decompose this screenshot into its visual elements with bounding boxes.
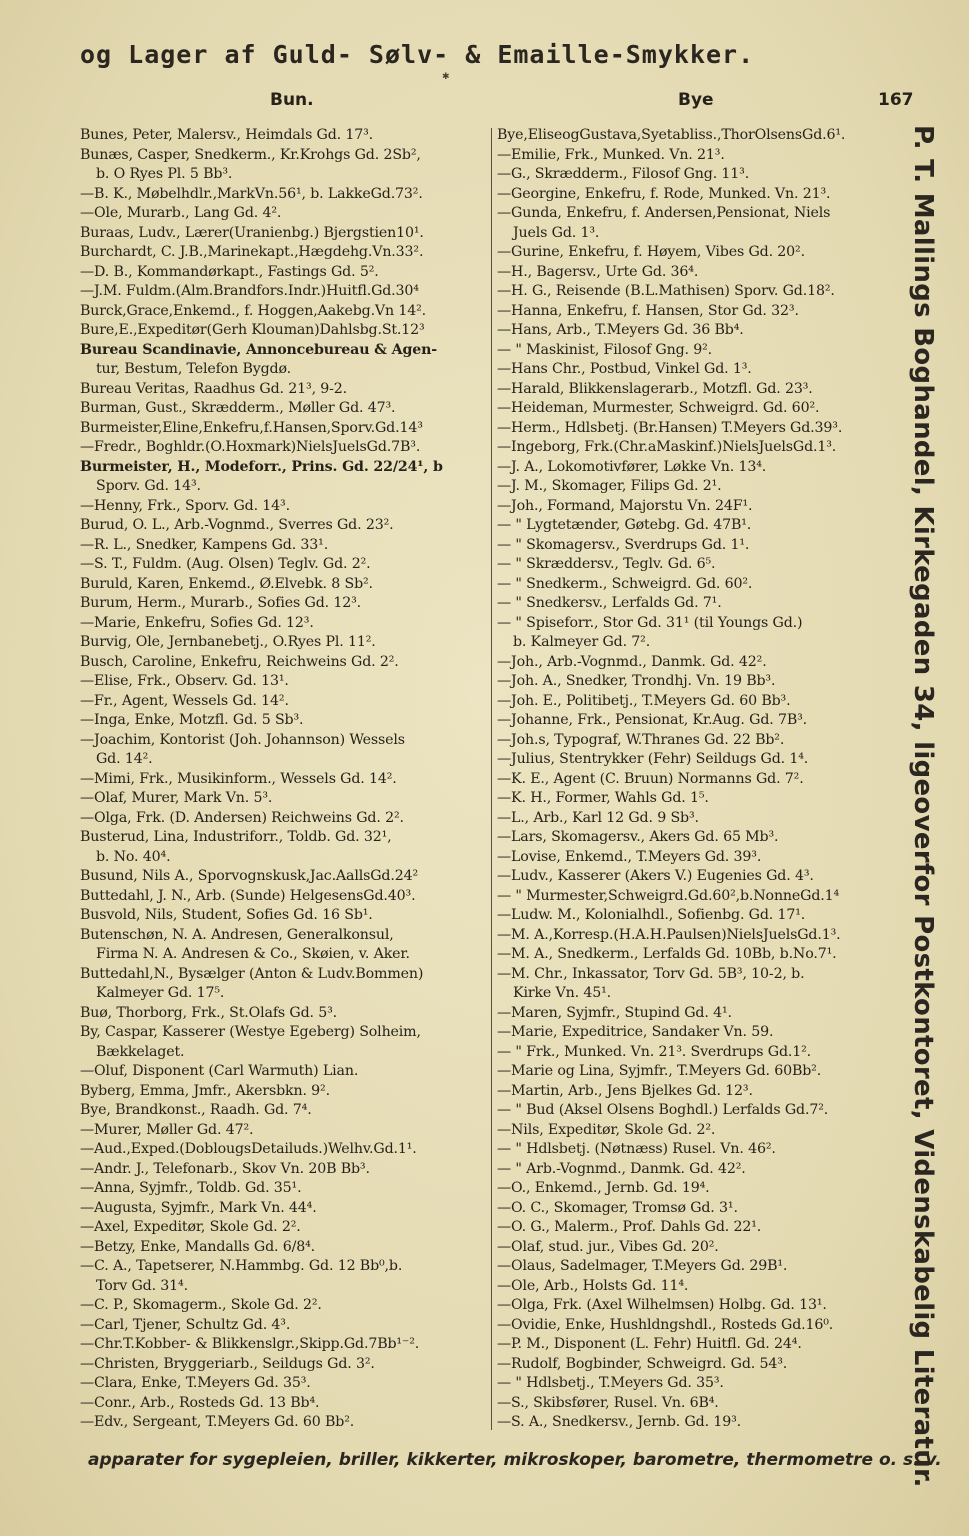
directory-entry: Bure,E.,Expeditør(Gerh Klouman)Dahlsbg.St.12³ (80, 322, 425, 338)
directory-entry: Byberg, Emma, Jmfr., Akersbkn. 9². (80, 1082, 330, 1099)
directory-entry: —Oluf, Disponent (Carl Warmuth) Lian. (80, 1063, 359, 1079)
directory-entry: b. O Ryes Pl. 5 Bb³. (96, 166, 233, 182)
directory-entry: —Fredr., Boghldr.(O.Hoxmark)NielsJuelsGd.7B³. (80, 439, 421, 455)
side-advertisement: P. T. Mallings Boghandel, Kirkegaden 34, ligeoverfor Postkontoret, Videnskabelig Literatur. (908, 125, 938, 1488)
directory-entry: —Joh., Arb.-Vognmd., Danmk. Gd. 42². (497, 653, 767, 670)
directory-entry: —Ludv., Kasserer (Akers V.) Eugenies Gd. 4³. (497, 868, 814, 884)
directory-entry: Gd. 14². (96, 751, 153, 767)
directory-entry: —Emilie, Frk., Munked. Vn. 21³. (497, 146, 725, 163)
directory-entry: —L., Arb., Karl 12 Gd. 9 Sb³. (497, 809, 699, 826)
directory-entry: Bureau Scandinavie, Annoncebureau & Agen- (80, 341, 438, 358)
directory-entry: —Anna, Syjmfr., Toldb. Gd. 35¹. (80, 1180, 302, 1196)
directory-entry: —O. C., Skomager, Tromsø Gd. 3¹. (497, 1199, 738, 1216)
directory-entry: Buttedahl,N., Bysælger (Anton & Ludv.Bommen) (80, 965, 424, 982)
directory-entry: —P. M., Disponent (L. Fehr) Huitfl. Gd. 24⁴. (497, 1336, 802, 1352)
directory-entry: —Olga, Frk. (Axel Wilhelmsen) Holbg. Gd. 13¹. (497, 1297, 827, 1313)
directory-entry: By, Caspar, Kasserer (Westye Egeberg) Solheim, (80, 1024, 421, 1040)
directory-entry: — " Snedkerm., Schweigrd. Gd. 60². (497, 575, 753, 592)
directory-entry: b. Kalmeyer Gd. 7². (513, 634, 651, 650)
directory-entry: —K. H., Former, Wahls Gd. 1⁵. (497, 790, 709, 806)
column-divider (491, 128, 492, 1430)
directory-entry: —Hans Chr., Postbud, Vinkel Gd. 1³. (497, 361, 752, 377)
directory-entry: Sporv. Gd. 14³. (96, 478, 201, 494)
right-column (497, 126, 917, 1433)
directory-entry: — " Bud (Aksel Olsens Boghdl.) Lerfalds Gd.7². (497, 1102, 829, 1118)
directory-entry: —Carl, Tjener, Schultz Gd. 4³. (80, 1316, 291, 1333)
directory-entry: Bye, Brandkonst., Raadh. Gd. 7⁴. (80, 1102, 312, 1118)
directory-entry: —Olaus, Sadelmager, T.Meyers Gd. 29B¹. (497, 1258, 788, 1274)
directory-entry: —Maren, Syjmfr., Stupind Gd. 4¹. (497, 1004, 732, 1021)
directory-entry: Burck,Grace,Enkemd., f. Hoggen,Aakebg.Vn 14². (80, 302, 427, 319)
directory-entry: —Gurine, Enkefru, f. Høyem, Vibes Gd. 20². (497, 244, 805, 260)
page-number: 167 (878, 90, 914, 110)
directory-entry: Bye,EliseogGustava,Syetabliss.,ThorOlsensGd.6¹. (497, 127, 846, 143)
directory-entry: Burud, O. L., Arb.-Vognmd., Sverres Gd. 23². (80, 517, 394, 533)
top-advertisement-banner: og Lager af Guld- Sølv- & Emaille-Smykker. (80, 40, 755, 69)
directory-entry: —H., Bagersv., Urte Gd. 36⁴. (497, 263, 699, 280)
directory-entry: —D. B., Kommandørkapt., Fastings Gd. 5². (80, 263, 379, 280)
directory-entry: —Augusta, Syjmfr., Mark Vn. 44⁴. (80, 1199, 317, 1216)
directory-entry: Bækkelaget. (96, 1043, 185, 1060)
directory-entry: Bunæs, Casper, Snedkerm., Kr.Krohgs Gd. 2Sb², (80, 146, 421, 163)
directory-entry: — " Lygtetænder, Gøtebg. Gd. 47B¹. (497, 517, 752, 533)
directory-entry: Butenschøn, N. A. Andresen, Generalkonsul, (80, 926, 394, 943)
directory-entry: — " Skræddersv., Teglv. Gd. 6⁵. (497, 556, 716, 572)
directory-entry: —K. E., Agent (C. Bruun) Normanns Gd. 7². (497, 770, 804, 787)
directory-entry: —Ovidie, Enke, Hushldngshdl., Rosteds Gd.16⁰. (497, 1316, 834, 1333)
directory-entry: —Joh. E., Politibetj., T.Meyers Gd. 60 Bb³. (497, 692, 791, 709)
directory-entry: —Olga, Frk. (D. Andersen) Reichweins Gd. 2². (80, 809, 404, 826)
directory-entry: —C. A., Tapetserer, N.Hammbg. Gd. 12 Bb⁰,b. (80, 1258, 403, 1274)
directory-entry: —Andr. J., Telefonarb., Skov Vn. 20B Bb³. (80, 1160, 370, 1177)
directory-entry: Buttedahl, J. N., Arb. (Sunde) HelgesensGd.40³. (80, 887, 416, 904)
directory-entry: Firma N. A. Andresen & Co., Skøien, v. Aker. (96, 946, 410, 962)
directory-entry: — " Murmester,Schweigrd.Gd.60²,b.NonneGd.1⁴ (497, 887, 840, 904)
directory-entry: —J. M., Skomager, Filips Gd. 2¹. (497, 478, 722, 494)
directory-entry: —M. Chr., Inkassator, Torv Gd. 5B³, 10-2, b. (497, 965, 805, 982)
directory-entry: Busund, Nils A., Sporvognskusk,Jac.AallsGd.24² (80, 868, 419, 884)
directory-entry: —Conr., Arb., Rosteds Gd. 13 Bb⁴. (80, 1394, 320, 1411)
directory-entry: —Ludw. M., Kolonialhdl., Sofienbg. Gd. 17¹. (497, 907, 806, 923)
directory-entry: —Joh., Formand, Majorstu Vn. 24F¹. (497, 497, 753, 514)
directory-entry: —Marie, Expeditrice, Sandaker Vn. 59. (497, 1024, 774, 1040)
directory-entry: —Georgine, Enkefru, f. Rode, Munked. Vn. 21³. (497, 185, 831, 202)
directory-entry: —S., Skibsfører, Rusel. Vn. 6B⁴. (497, 1394, 719, 1411)
directory-entry: — " Hdlsbetj. (Nøtnæss) Rusel. Vn. 46². (497, 1141, 776, 1157)
directory-entry: —Murer, Møller Gd. 47². (80, 1121, 254, 1138)
directory-entry: Torv Gd. 31⁴. (96, 1277, 188, 1294)
directory-entry: —O. G., Malerm., Prof. Dahls Gd. 22¹. (497, 1219, 762, 1235)
directory-entry: —S. T., Fuldm. (Aug. Olsen) Teglv. Gd. 2². (80, 556, 371, 572)
directory-entry: — " Skomagersv., Sverdrups Gd. 1¹. (497, 536, 750, 553)
directory-entry: Buraas, Ludv., Lærer(Uranienbg.) Bjergstien10¹. (80, 224, 424, 241)
column-header-left: Bun. (270, 90, 314, 110)
column-header-right: Bye (678, 90, 714, 110)
directory-entry: Burchardt, C. J.B.,Marinekapt.,Hægdehg.Vn.33². (80, 244, 424, 260)
directory-entry: —M. A.,Korresp.(H.A.H.Paulsen)NielsJuelsGd.1³. (497, 926, 841, 943)
directory-entry: Buruld, Karen, Enkemd., Ø.Elvebk. 8 Sb². (80, 575, 373, 592)
directory-entry: —Martin, Arb., Jens Bjelkes Gd. 12³. (497, 1082, 753, 1099)
directory-entry: —C. P., Skomagerm., Skole Gd. 2². (80, 1297, 322, 1313)
directory-entry: —M. A., Snedkerm., Lerfalds Gd. 10Bb, b.No.7¹. (497, 946, 837, 962)
directory-entry: —Axel, Expeditør, Skole Gd. 2². (80, 1219, 301, 1235)
directory-entry: —Clara, Enke, T.Meyers Gd. 35³. (80, 1375, 311, 1391)
directory-entry: —J. A., Lokomotivfører, Løkke Vn. 13⁴. (497, 458, 767, 475)
directory-entry: Juels Gd. 1³. (513, 224, 600, 241)
directory-entry: —Elise, Frk., Observ. Gd. 13¹. (80, 673, 289, 689)
directory-entry: —Aud.,Exped.(DoblougsDetailuds.)Welhv.Gd.1¹. (80, 1141, 417, 1157)
directory-entry: Busterud, Lina, Industriforr., Toldb. Gd. 32¹, (80, 829, 392, 845)
directory-entry: b. No. 40⁴. (96, 848, 171, 865)
directory-entry: —Johanne, Frk., Pensionat, Kr.Aug. Gd. 7B³. (497, 712, 808, 728)
bottom-advertisement-banner: apparater for sygepleien, briller, kikkerter, mikroskoper, barometre, thermometre o. s. v. (88, 1450, 942, 1470)
directory-entry: —Hans, Arb., T.Meyers Gd. 36 Bb⁴. (497, 322, 744, 338)
directory-entry: —Ole, Arb., Holsts Gd. 11⁴. (497, 1277, 689, 1294)
directory-entry: Burmeister, H., Modeforr., Prins. Gd. 22/24¹, b (80, 458, 443, 475)
directory-entry: —Betzy, Enke, Mandalls Gd. 6/8⁴. (80, 1238, 316, 1255)
directory-entry: Burvig, Ole, Jernbanebetj., O.Ryes Pl. 11². (80, 634, 376, 650)
directory-entry: —Olaf, stud. jur., Vibes Gd. 20². (497, 1238, 719, 1255)
directory-entry: —Rudolf, Bogbinder, Schweigrd. Gd. 54³. (497, 1355, 788, 1372)
directory-entry: Kalmeyer Gd. 17⁵. (96, 985, 225, 1001)
directory-entry: —Lars, Skomagersv., Akers Gd. 65 Mb³. (497, 829, 779, 845)
directory-entry: — " Hdlsbetj., T.Meyers Gd. 35³. (497, 1375, 724, 1391)
directory-entry: — " Arb.-Vognmd., Danmk. Gd. 42². (497, 1160, 746, 1177)
directory-entry: — " Spiseforr., Stor Gd. 31¹ (til Youngs Gd.) (497, 614, 803, 631)
directory-entry: —Edv., Sergeant, T.Meyers Gd. 60 Bb². (80, 1414, 355, 1430)
directory-entry: Burum, Herm., Murarb., Sofies Gd. 12³. (80, 595, 362, 611)
directory-entry: —Lovise, Enkemd., T.Meyers Gd. 39³. (497, 848, 762, 865)
directory-entry: —Joh. A., Snedker, Trondhj. Vn. 19 Bb³. (497, 673, 776, 689)
directory-entry: Bureau Veritas, Raadhus Gd. 21³, 9-2. (80, 380, 348, 397)
directory-entry: —G., Skrædderm., Filosof Gng. 11³. (497, 166, 750, 182)
directory-entry: —R. L., Snedker, Kampens Gd. 33¹. (80, 536, 329, 553)
directory-entry: —Nils, Expeditør, Skole Gd. 2². (497, 1121, 716, 1138)
directory-entry: —H. G., Reisende (B.L.Mathisen) Sporv. Gd.18². (497, 283, 835, 299)
directory-entry: —Inga, Enke, Motzfl. Gd. 5 Sb³. (80, 712, 304, 728)
directory-entry: —S. A., Snedkersv., Jernb. Gd. 19³. (497, 1414, 741, 1430)
directory-entry: —Harald, Blikkenslagerarb., Motzfl. Gd. 23³. (497, 380, 813, 397)
directory-entry: Buø, Thorborg, Frk., St.Olafs Gd. 5³. (80, 1004, 338, 1021)
directory-entry: —J.M. Fuldm.(Alm.Brandfors.Indr.)Huitfl.Gd.30⁴ (80, 283, 419, 299)
directory-entry: —Heideman, Murmester, Schweigrd. Gd. 60². (497, 400, 820, 416)
directory-entry: — " Frk., Munked. Vn. 21³. Sverdrups Gd.1². (497, 1043, 812, 1060)
directory-entry: Busch, Caroline, Enkefru, Reichweins Gd. 2². (80, 653, 399, 670)
directory-entry: —Christen, Bryggeriarb., Seildugs Gd. 3². (80, 1355, 375, 1372)
directory-entry: —O., Enkemd., Jernb. Gd. 19⁴. (497, 1180, 710, 1196)
directory-entry: —Olaf, Murer, Mark Vn. 5³. (80, 790, 273, 806)
directory-entry: —Joh.s, Typograf, W.Thranes Gd. 22 Bb². (497, 731, 785, 748)
directory-entry: Burmeister,Eline,Enkefru,f.Hansen,Sporv.Gd.14³ (80, 419, 423, 436)
directory-entry: —Henny, Frk., Sporv. Gd. 14³. (80, 497, 290, 514)
directory-entry: —Chr.T.Kobber- & Blikkenslgr.,Skipp.Gd.7Bb¹⁻². (80, 1336, 420, 1352)
directory-entry: —Julius, Stentrykker (Fehr) Seildugs Gd. 1⁴. (497, 751, 809, 767)
directory-entry: —Gunda, Enkefru, f. Andersen,Pensionat, Niels (497, 205, 831, 221)
directory-entry: —Marie, Enkefru, Sofies Gd. 12³. (80, 614, 314, 631)
directory-entry: —Joachim, Kontorist (Joh. Johannson) Wessels (80, 731, 405, 748)
directory-entry: Kirke Vn. 45¹. (513, 985, 611, 1001)
directory-entry: —Herm., Hdlsbetj. (Br.Hansen) T.Meyers Gd.39³. (497, 419, 843, 436)
directory-entry: —B. K., Møbelhdlr.,MarkVn.56¹, b. LakkeGd.73². (80, 185, 423, 202)
directory-entry: — " Maskinist, Filosof Gng. 9². (497, 341, 713, 358)
directory-entry: —Fr., Agent, Wessels Gd. 14². (80, 692, 289, 709)
ornament-star: ✱ (442, 72, 450, 82)
directory-entry: Burman, Gust., Skrædderm., Møller Gd. 47³. (80, 400, 396, 416)
directory-entry: —Hanna, Enkefru, f. Hansen, Stor Gd. 32³. (497, 302, 799, 319)
directory-entry: —Mimi, Frk., Musikinform., Wessels Gd. 14². (80, 770, 397, 787)
directory-entry: —Ole, Murarb., Lang Gd. 4². (80, 205, 282, 221)
directory-entry: —Ingeborg, Frk.(Chr.aMaskinf.)NielsJuelsGd.1³. (497, 439, 837, 455)
directory-entry: Bunes, Peter, Malersv., Heimdals Gd. 17³. (80, 127, 374, 143)
directory-entry: tur, Bestum, Telefon Bygdø. (96, 361, 291, 377)
directory-entry: —Marie og Lina, Syjmfr., T.Meyers Gd. 60Bb². (497, 1063, 822, 1079)
left-column (80, 126, 500, 1433)
directory-entry: — " Snedkersv., Lerfalds Gd. 7¹. (497, 595, 722, 611)
directory-entry: Busvold, Nils, Student, Sofies Gd. 16 Sb¹. (80, 907, 373, 923)
